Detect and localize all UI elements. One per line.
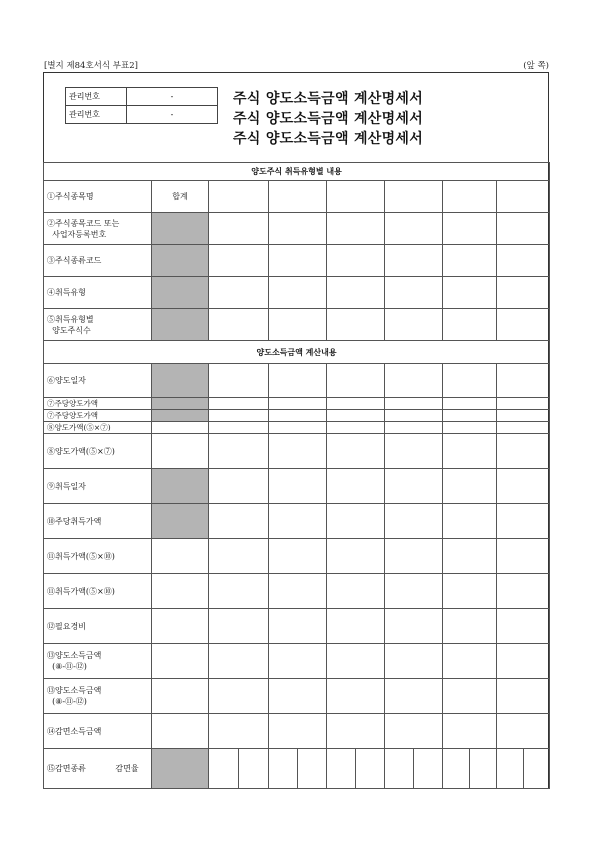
input-cell[interactable] xyxy=(385,539,443,574)
input-cell[interactable] xyxy=(385,644,443,679)
split-cell[interactable] xyxy=(269,749,327,789)
table-row xyxy=(44,609,550,644)
input-cell[interactable] xyxy=(385,181,443,213)
form-title: 주식 양도소득금액 계산명세서 xyxy=(233,131,424,147)
input-cell[interactable] xyxy=(443,504,497,539)
input-cell[interactable] xyxy=(269,398,327,410)
row-label: ⑪취득가액(⑤×⑩) xyxy=(44,539,152,574)
input-cell[interactable] xyxy=(497,245,550,277)
row-label: ⑥양도일자 xyxy=(44,364,152,398)
input-cell[interactable] xyxy=(327,410,385,422)
input-cell[interactable] xyxy=(327,469,385,504)
input-cell[interactable] xyxy=(269,422,327,434)
input-cell[interactable] xyxy=(385,364,443,398)
input-cell[interactable] xyxy=(327,714,385,749)
input-cell[interactable] xyxy=(152,422,209,434)
total-label: 합계 xyxy=(152,181,209,213)
input-cell[interactable] xyxy=(269,410,327,422)
input-cell[interactable] xyxy=(385,504,443,539)
table-row xyxy=(44,504,550,539)
row-label-line1: ②주식종목코드 또는 xyxy=(47,218,120,228)
input-cell[interactable] xyxy=(385,469,443,504)
input-cell[interactable] xyxy=(269,539,327,574)
table-row xyxy=(44,644,550,679)
shaded-cell xyxy=(152,469,209,504)
input-cell[interactable] xyxy=(385,434,443,469)
input-cell[interactable] xyxy=(385,309,443,341)
input-cell[interactable] xyxy=(269,434,327,469)
input-cell[interactable] xyxy=(443,364,497,398)
table-row xyxy=(44,398,550,410)
input-cell[interactable] xyxy=(209,574,269,609)
input-cell[interactable] xyxy=(152,539,209,574)
table-row xyxy=(44,277,550,309)
input-cell[interactable] xyxy=(497,398,550,410)
input-cell[interactable] xyxy=(269,504,327,539)
input-cell[interactable] xyxy=(269,469,327,504)
management-number-value[interactable]: - xyxy=(127,106,218,124)
input-cell[interactable] xyxy=(269,644,327,679)
input-cell[interactable] xyxy=(327,679,385,714)
row-label: ⑪취득가액(⑤×⑩) xyxy=(44,574,152,609)
input-cell[interactable] xyxy=(385,277,443,309)
input-cell[interactable] xyxy=(497,469,550,504)
table-row xyxy=(44,539,550,574)
input-cell[interactable] xyxy=(497,644,550,679)
shaded-cell xyxy=(152,245,209,277)
input-cell[interactable] xyxy=(443,422,497,434)
input-cell[interactable] xyxy=(497,422,550,434)
management-number-label: 관리번호 xyxy=(66,106,127,124)
input-cell[interactable] xyxy=(497,679,550,714)
input-cell[interactable] xyxy=(327,422,385,434)
input-cell[interactable] xyxy=(209,434,269,469)
table-row xyxy=(44,309,550,341)
input-cell[interactable] xyxy=(327,309,385,341)
input-cell[interactable] xyxy=(497,434,550,469)
input-cell[interactable] xyxy=(209,181,269,213)
input-cell[interactable] xyxy=(269,277,327,309)
table-row xyxy=(44,181,550,213)
input-cell[interactable] xyxy=(443,609,497,644)
row-label: ①주식종목명 xyxy=(44,181,152,213)
row-label: ③주식종류코드 xyxy=(44,245,152,277)
row-label-line1: ⑤취득유형별 xyxy=(47,314,94,324)
input-cell[interactable] xyxy=(497,277,550,309)
split-cell[interactable] xyxy=(497,749,550,789)
row-label: ⑧양도가액(⑤×⑦) xyxy=(44,434,152,469)
input-cell[interactable] xyxy=(209,504,269,539)
input-cell[interactable] xyxy=(443,181,497,213)
input-cell[interactable] xyxy=(269,309,327,341)
input-cell[interactable] xyxy=(269,574,327,609)
management-number-value[interactable]: - xyxy=(127,88,218,106)
row-label-reduction-rate: 감면율 xyxy=(115,764,139,773)
input-cell[interactable] xyxy=(385,609,443,644)
input-cell[interactable] xyxy=(443,714,497,749)
input-cell[interactable] xyxy=(497,364,550,398)
input-cell[interactable] xyxy=(327,504,385,539)
input-cell[interactable] xyxy=(443,398,497,410)
table-row xyxy=(44,245,550,277)
input-cell[interactable] xyxy=(152,714,209,749)
table-row xyxy=(44,749,550,789)
table-row xyxy=(44,469,550,504)
management-number-label: 관리번호 xyxy=(66,88,127,106)
input-cell[interactable] xyxy=(209,309,269,341)
input-cell[interactable] xyxy=(443,539,497,574)
input-cell[interactable] xyxy=(497,309,550,341)
input-cell[interactable] xyxy=(209,364,269,398)
row-label xyxy=(44,644,152,679)
input-cell[interactable] xyxy=(443,574,497,609)
input-cell[interactable] xyxy=(209,679,269,714)
split-cell[interactable] xyxy=(209,749,269,789)
input-cell[interactable] xyxy=(269,213,327,245)
shaded-cell xyxy=(152,277,209,309)
form-title: 주식 양도소득금액 계산명세서 xyxy=(233,91,424,107)
input-cell[interactable] xyxy=(497,410,550,422)
input-cell[interactable] xyxy=(209,398,269,410)
row-label-line2: (⑧-⑪-⑫) xyxy=(52,697,87,706)
input-cell[interactable] xyxy=(327,609,385,644)
row-label-reduction-type: ⑮감면종류 xyxy=(47,764,86,773)
input-cell[interactable] xyxy=(152,609,209,644)
input-cell[interactable] xyxy=(443,277,497,309)
management-number-table xyxy=(65,87,218,124)
form-number-label: [별지 제84호서식 부표2] xyxy=(44,61,138,71)
input-cell[interactable] xyxy=(269,714,327,749)
input-cell[interactable] xyxy=(385,410,443,422)
input-cell[interactable] xyxy=(327,539,385,574)
input-cell[interactable] xyxy=(443,434,497,469)
input-cell[interactable] xyxy=(443,644,497,679)
table-row xyxy=(44,422,550,434)
input-cell[interactable] xyxy=(443,469,497,504)
row-label xyxy=(44,749,152,789)
input-cell[interactable] xyxy=(327,245,385,277)
row-label: ⑨취득일자 xyxy=(44,469,152,504)
input-cell[interactable] xyxy=(497,181,550,213)
shaded-cell xyxy=(152,410,209,422)
management-number-row xyxy=(66,106,218,124)
table-row xyxy=(44,364,550,398)
row-label: ⑩주당취득가액 xyxy=(44,504,152,539)
input-cell[interactable] xyxy=(209,644,269,679)
input-cell[interactable] xyxy=(443,245,497,277)
row-label xyxy=(44,309,152,341)
row-label: ⑫필요경비 xyxy=(44,609,152,644)
input-cell[interactable] xyxy=(152,679,209,714)
table-row xyxy=(44,714,550,749)
input-cell[interactable] xyxy=(209,469,269,504)
input-cell[interactable] xyxy=(327,398,385,410)
row-label: ④취득유형 xyxy=(44,277,152,309)
input-cell[interactable] xyxy=(327,213,385,245)
management-number-row xyxy=(66,88,218,106)
input-cell[interactable] xyxy=(385,422,443,434)
section-header-row xyxy=(44,341,550,364)
row-label: ⑭감면소득금액 xyxy=(44,714,152,749)
input-cell[interactable] xyxy=(443,309,497,341)
row-label-line2: 양도주식수 xyxy=(52,325,91,335)
input-cell[interactable] xyxy=(443,213,497,245)
input-cell[interactable] xyxy=(269,245,327,277)
table-row xyxy=(44,434,550,469)
shaded-cell xyxy=(152,504,209,539)
input-cell[interactable] xyxy=(497,213,550,245)
input-cell[interactable] xyxy=(497,574,550,609)
input-cell[interactable] xyxy=(209,213,269,245)
row-label xyxy=(44,679,152,714)
input-cell[interactable] xyxy=(327,277,385,309)
row-label-line2: (⑧-⑪-⑫) xyxy=(52,662,87,671)
input-cell[interactable] xyxy=(209,422,269,434)
input-cell[interactable] xyxy=(497,504,550,539)
input-cell[interactable] xyxy=(269,679,327,714)
table-row xyxy=(44,410,550,422)
input-cell[interactable] xyxy=(152,574,209,609)
row-label-line1: ⑬양도소득금액 xyxy=(47,651,102,660)
section-title-calculation: 양도소득금액 계산내용 xyxy=(44,341,550,364)
input-cell[interactable] xyxy=(269,364,327,398)
input-cell[interactable] xyxy=(497,539,550,574)
input-cell[interactable] xyxy=(443,679,497,714)
input-cell[interactable] xyxy=(443,410,497,422)
input-cell[interactable] xyxy=(152,644,209,679)
input-cell[interactable] xyxy=(497,609,550,644)
shaded-cell xyxy=(152,364,209,398)
input-cell[interactable] xyxy=(327,181,385,213)
shaded-cell xyxy=(152,749,209,789)
calculation-grid xyxy=(43,162,550,789)
row-label: ⑧양도가액(⑤×⑦) xyxy=(44,422,152,434)
section-header-row xyxy=(44,163,550,181)
page-side-label: (앞 쪽) xyxy=(523,61,549,71)
input-cell[interactable] xyxy=(269,181,327,213)
shaded-cell xyxy=(152,213,209,245)
input-cell[interactable] xyxy=(209,410,269,422)
split-cell[interactable] xyxy=(443,749,497,789)
input-cell[interactable] xyxy=(209,714,269,749)
row-label: ⑦주당양도가액 xyxy=(44,398,152,410)
row-label xyxy=(44,213,152,245)
row-label-line2: 사업자등록번호 xyxy=(52,229,107,239)
input-cell[interactable] xyxy=(152,434,209,469)
section-title-acquisition: 양도주식 취득유형별 내용 xyxy=(44,163,550,181)
input-cell[interactable] xyxy=(385,679,443,714)
form-title: 주식 양도소득금액 계산명세서 xyxy=(233,111,424,127)
table-row xyxy=(44,213,550,245)
input-cell[interactable] xyxy=(209,609,269,644)
shaded-cell xyxy=(152,309,209,341)
input-cell[interactable] xyxy=(209,277,269,309)
input-cell[interactable] xyxy=(209,245,269,277)
input-cell[interactable] xyxy=(209,539,269,574)
split-cell[interactable] xyxy=(385,749,443,789)
input-cell[interactable] xyxy=(327,434,385,469)
input-cell[interactable] xyxy=(327,574,385,609)
input-cell[interactable] xyxy=(327,644,385,679)
input-cell[interactable] xyxy=(269,609,327,644)
input-cell[interactable] xyxy=(497,714,550,749)
row-label-line1: ⑬양도소득금액 xyxy=(47,686,102,695)
shaded-cell xyxy=(152,398,209,410)
input-cell[interactable] xyxy=(385,714,443,749)
input-cell[interactable] xyxy=(385,398,443,410)
input-cell[interactable] xyxy=(385,213,443,245)
row-label: ⑦주당양도가액 xyxy=(44,410,152,422)
table-row xyxy=(44,574,550,609)
input-cell[interactable] xyxy=(385,245,443,277)
input-cell[interactable] xyxy=(327,364,385,398)
input-cell[interactable] xyxy=(385,574,443,609)
table-row xyxy=(44,679,550,714)
split-cell[interactable] xyxy=(327,749,385,789)
